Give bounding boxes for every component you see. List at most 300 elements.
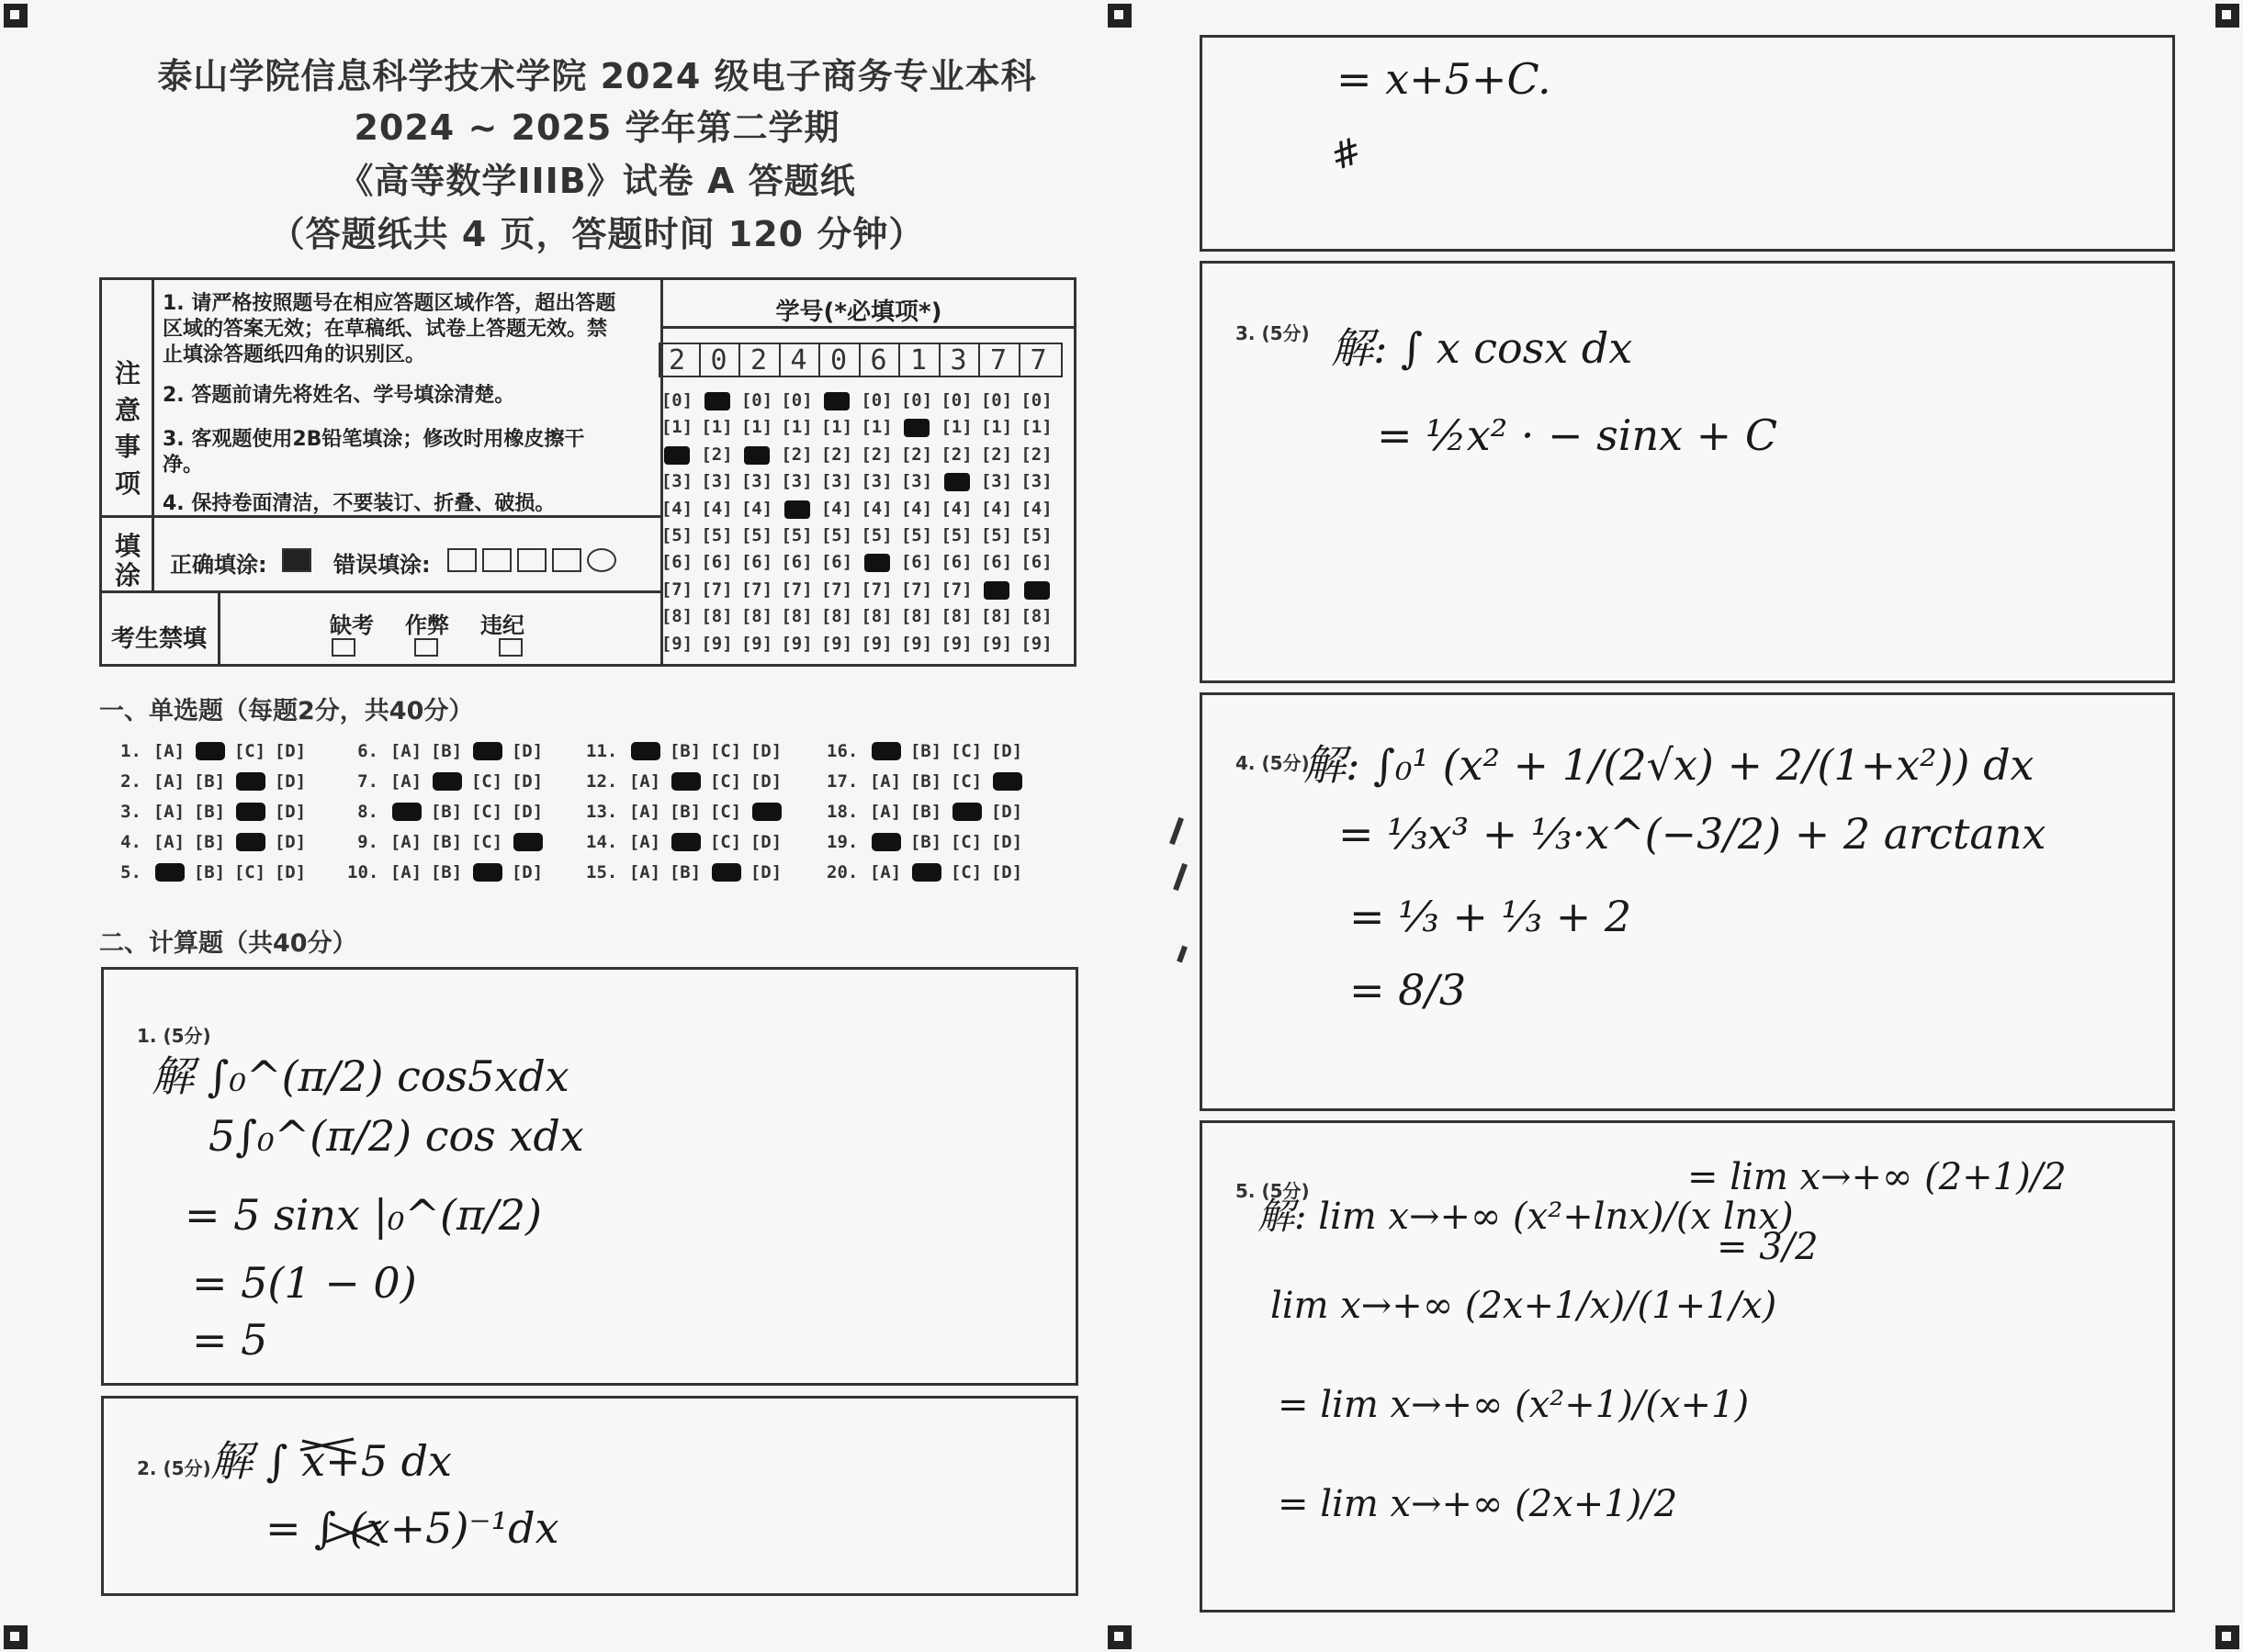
mcq-option-d[interactable]: [D] [990,741,1023,761]
student-id-bubble[interactable]: [7] [781,579,813,600]
student-id-bubble[interactable]: [1] [660,417,693,438]
mcq-option-d[interactable]: [D] [511,741,544,761]
student-id-bubble[interactable]: [7] [861,579,893,600]
student-id-bubble[interactable]: [4] [980,498,1013,519]
student-id-bubble[interactable]: [1] [980,417,1013,438]
student-id-digit: 0 [818,344,857,377]
student-id-bubble[interactable]: [3] [660,471,693,492]
answer-box-2-continuation[interactable] [1200,35,2175,252]
mcq-option-c[interactable] [230,832,270,852]
student-id-bubble[interactable]: [4] [701,498,733,519]
scan-artifact [1177,946,1188,963]
mcq-question [827,771,1027,792]
mcq-option-b[interactable] [665,771,705,792]
student-id-bubble[interactable] [978,579,1015,600]
mcq-option-d[interactable]: [D] [750,862,783,882]
handwritten-line: 解 ∫ x+5 dx [210,1436,452,1486]
handwritten-line: = x+5+C. [1336,54,1551,104]
mcq-option-b[interactable]: [B] [193,802,226,822]
mcq-option-b[interactable]: [B] [909,771,942,792]
mcq-question-number: 10. [347,862,379,882]
forbidden-label: 考生禁填 [111,625,208,653]
mcq-question [586,862,786,882]
section-2-title: 二、计算题（共40分） [99,929,357,958]
question-label: 2. (5分) [137,1457,211,1479]
mcq-question-number: 8. [357,802,378,822]
mcq-option-a[interactable]: [A] [869,802,902,822]
mcq-option-c[interactable]: [C] [709,771,742,792]
mcq-option-c[interactable]: [C] [233,862,266,882]
student-id-bubble[interactable]: [0] [1020,390,1053,410]
mcq-option-d[interactable] [746,802,786,822]
mcq-option-d[interactable]: [D] [274,802,307,822]
mcq-question [827,832,1027,852]
student-id-bubble[interactable]: [8] [1020,606,1053,627]
handwritten-line: = lim x→+∞ (x²+1)/(x+1) [1278,1384,1750,1426]
student-id-bubble[interactable]: [5] [781,525,813,545]
mcq-option-d[interactable]: [D] [750,832,783,852]
mcq-question-number: 13. [586,802,618,822]
student-id-bubble[interactable]: [5] [941,525,973,545]
student-id-bubble[interactable]: [8] [980,606,1013,627]
mcq-option-d[interactable] [986,771,1027,792]
answer-box-1[interactable] [101,967,1078,1386]
mcq-option-c[interactable]: [C] [950,832,983,852]
student-id-bubble[interactable] [659,444,695,465]
student-id-bubble[interactable]: [4] [900,498,933,519]
mcq-option-a[interactable]: [A] [389,741,423,761]
absent-checkbox[interactable] [332,638,355,657]
cheating-label: 作弊 [405,612,449,638]
notice-item: 4. 保持卷面清洁，不要装订、折叠、破损。 [163,492,556,515]
mcq-option-b[interactable]: [B] [909,802,942,822]
handwritten-line: = ⅓x³ + ⅓·x^(−3/2) + 2 arctanx [1338,809,2046,859]
mcq-option-c[interactable] [230,771,270,792]
student-id-bubble[interactable]: [2] [781,444,813,465]
student-id-digit-row [659,343,1063,377]
student-id-digit: 4 [779,344,817,377]
student-id-bubble[interactable]: [6] [781,552,813,573]
handwritten-line: = lim x→+∞ (2x+1)/2 [1278,1483,1678,1525]
mcq-option-b[interactable]: [B] [909,741,942,761]
mcq-question [110,802,310,822]
student-id-bubble[interactable]: [0] [980,390,1013,410]
mcq-option-d[interactable]: [D] [990,862,1023,882]
mcq-option-a[interactable] [386,802,426,822]
student-id-bubble[interactable] [1019,579,1055,600]
student-id-bubble[interactable]: [1] [1020,417,1053,438]
exam-term-line: 2024 ~ 2025 学年第二学期 [354,107,840,148]
student-id-bubble[interactable]: [2] [941,444,973,465]
handwritten-line: = 8/3 [1349,965,1467,1015]
handwritten-line: 解 ∫₀^(π/2) cos5xdx [152,1051,569,1101]
mcq-option-b[interactable] [665,832,705,852]
student-id-bubble[interactable]: [0] [941,390,973,410]
mcq-option-a[interactable]: [A] [389,771,423,792]
student-id-bubble[interactable]: [8] [861,606,893,627]
mcq-question-number: 15. [586,862,618,882]
student-id-bubble[interactable]: [1] [740,417,773,438]
student-id-bubble[interactable]: [2] [861,444,893,465]
student-id-bubble[interactable]: [1] [701,417,733,438]
cheating-checkbox[interactable] [414,638,438,657]
mcq-question [347,771,547,792]
mcq-option-a[interactable]: [A] [152,802,186,822]
handwritten-line: 解: ∫ x cosx dx [1331,323,1633,373]
student-id-bubble[interactable]: [7] [941,579,973,600]
student-id-bubble[interactable]: [8] [781,606,813,627]
handwritten-line: = lim x→+∞ (2+1)/2 [1687,1156,2067,1198]
mcq-question [110,832,310,852]
mcq-option-b[interactable]: [B] [193,771,226,792]
handwritten-line: 解: ∫₀¹ (x² + 1/(2√x) + 2/(1+x²)) dx [1303,740,2034,790]
student-id-bubble[interactable]: [9] [660,633,693,654]
mcq-option-d[interactable]: [D] [750,741,783,761]
student-id-bubble[interactable]: [9] [820,633,853,654]
student-id-bubble[interactable]: [7] [740,579,773,600]
mcq-option-c[interactable] [467,862,507,882]
violation-label: 违纪 [480,612,524,638]
student-id-bubble[interactable]: [3] [1020,471,1053,492]
student-id-bubble[interactable]: [9] [781,633,813,654]
student-id-bubble[interactable]: [3] [861,471,893,492]
student-id-bubble[interactable]: [8] [701,606,733,627]
mcq-option-a[interactable]: [A] [628,771,661,792]
mcq-option-a[interactable]: [A] [869,771,902,792]
student-id-bubble[interactable]: [2] [820,444,853,465]
question-label: 4. (5分) [1235,752,1310,774]
answer-box-3[interactable] [1200,261,2175,683]
mcq-option-d[interactable]: [D] [990,832,1023,852]
mcq-option-c[interactable] [230,802,270,822]
mcq-question-number: 5. [120,862,141,882]
mcq-question-number: 20. [827,862,859,882]
handwritten-line: 解: lim x→+∞ (x²+lnx)/(x lnx) [1257,1196,1794,1238]
student-id-bubble[interactable]: [2] [900,444,933,465]
student-id-bubble[interactable]: [6] [660,552,693,573]
handwritten-line: = ∫ (x+5)⁻¹dx [265,1503,559,1553]
student-id-bubble[interactable]: [9] [900,633,933,654]
student-id-bubble[interactable]: [6] [701,552,733,573]
student-id-digit: 1 [898,344,937,377]
student-id-bubble[interactable]: [0] [861,390,893,410]
mcq-option-b[interactable]: [B] [669,862,702,882]
mcq-option-b[interactable]: [B] [430,832,463,852]
handwritten-mark: # [1324,129,1369,180]
mcq-option-b[interactable]: [B] [430,802,463,822]
mcq-question-number: 6. [357,741,378,761]
mcq-question [586,832,786,852]
mcq-option-d[interactable]: [D] [511,802,544,822]
student-id-bubble[interactable]: [9] [861,633,893,654]
student-id-bubble[interactable]: [3] [701,471,733,492]
registration-mark [2215,1625,2239,1649]
student-id-bubble[interactable]: [8] [820,606,853,627]
student-id-bubble[interactable]: [8] [941,606,973,627]
mcq-option-b[interactable]: [B] [193,832,226,852]
student-id-bubble[interactable]: [9] [980,633,1013,654]
student-id-bubble[interactable]: [9] [740,633,773,654]
student-id-bubble[interactable] [818,390,855,410]
wrong-fill-label: 错误填涂: [333,552,431,578]
student-id-bubble[interactable]: [5] [660,525,693,545]
handwritten-line: = ⅓ + ⅓ + 2 [1349,892,1632,941]
scan-artifact [1173,863,1188,891]
question-label: 1. (5分) [137,1025,211,1047]
mcq-option-a[interactable] [625,741,665,761]
handwritten-line: = ½x² · − sinx + C [1377,410,1778,460]
exam-title-line: 泰山学院信息科学技术学院 2024 级电子商务专业本科 [157,56,1037,96]
mcq-option-d[interactable]: [D] [274,832,307,852]
student-id-bubble[interactable]: [5] [701,525,733,545]
student-id-bubble[interactable]: [3] [980,471,1013,492]
notice-label: 注意事项 [114,358,141,499]
notice-item: 1. 请严格按照题号在相应答题区域作答，超出答题区域的答案无效；在草稿纸、试卷上答题无效。禁止填涂答题纸四角的识别区。 [163,292,616,366]
mcq-option-c[interactable]: [C] [950,741,983,761]
mcq-question-number: 4. [120,832,141,852]
mcq-option-c[interactable]: [C] [233,741,266,761]
mcq-option-c[interactable]: [C] [950,771,983,792]
student-id-title: 学号(*必填项*) [775,298,942,326]
handwritten-line: = 5 [192,1315,268,1365]
student-id-bubble[interactable]: [4] [740,498,773,519]
mcq-question-number: 3. [120,802,141,822]
fill-guide-label: 填涂 [114,532,141,590]
mcq-question-number: 19. [827,832,859,852]
mcq-question-number: 11. [586,741,618,761]
wrong-fill-sample [517,548,547,572]
student-id-bubble[interactable]: [6] [1020,552,1053,573]
mcq-option-a[interactable]: [A] [152,771,186,792]
registration-mark [1108,4,1132,28]
mcq-question [347,862,547,882]
registration-mark [4,4,28,28]
student-id-bubble[interactable] [738,444,775,465]
mcq-option-a[interactable]: [A] [628,862,661,882]
student-id-bubble[interactable]: [0] [900,390,933,410]
mcq-option-c[interactable]: [C] [470,802,503,822]
mcq-question-number: 18. [827,802,859,822]
mcq-option-a[interactable] [865,832,906,852]
student-id-bubble[interactable]: [7] [820,579,853,600]
registration-mark [1108,1625,1132,1649]
student-id-bubble[interactable]: [7] [900,579,933,600]
student-id-bubble[interactable]: [3] [781,471,813,492]
mcq-option-b[interactable] [906,862,946,882]
mcq-option-b[interactable] [426,771,467,792]
student-id-bubble[interactable] [699,390,736,410]
student-id-bubble[interactable]: [5] [900,525,933,545]
mcq-question [827,862,1027,882]
handwritten-line: = 5(1 − 0) [192,1258,417,1308]
mcq-option-c[interactable] [467,741,507,761]
student-id-bubble[interactable]: [0] [781,390,813,410]
mcq-option-b[interactable]: [B] [669,741,702,761]
student-id-bubble[interactable]: [1] [820,417,853,438]
student-id-digit: 3 [939,344,977,377]
mcq-option-a[interactable] [865,741,906,761]
wrong-fill-sample [482,548,512,572]
section-1-title: 一、单选题（每题2分，共40分） [99,697,474,725]
mcq-option-a[interactable]: [A] [628,802,661,822]
student-id-bubble[interactable]: [1] [781,417,813,438]
mcq-question-number: 17. [827,771,859,792]
student-id-bubble[interactable] [779,499,816,519]
mcq-question [110,862,310,882]
student-id-bubble[interactable]: [9] [1020,633,1053,654]
mcq-option-c[interactable]: [C] [470,832,503,852]
mcq-option-c[interactable] [705,862,746,882]
student-id-bubble[interactable]: [0] [660,390,693,410]
answer-box-5[interactable] [1200,1120,2175,1613]
mcq-option-d[interactable]: [D] [274,862,307,882]
student-id-bubble[interactable]: [5] [861,525,893,545]
mcq-option-c[interactable]: [C] [950,862,983,882]
mcq-option-d[interactable] [507,832,547,852]
mcq-option-b[interactable]: [B] [430,741,463,761]
mcq-option-d[interactable]: [D] [750,771,783,792]
mcq-option-b[interactable]: [B] [193,862,226,882]
mcq-option-b[interactable]: [B] [430,862,463,882]
student-id-bubble[interactable]: [3] [740,471,773,492]
mcq-question [110,771,310,792]
mcq-question-number: 1. [120,741,141,761]
student-id-bubble[interactable] [898,417,935,437]
student-id-bubble[interactable]: [9] [701,633,733,654]
mcq-question [827,741,1027,761]
mcq-question-number: 14. [586,832,618,852]
notice-item: 3. 客观题使用2B铅笔填涂；修改时用橡皮擦干净。 [163,428,585,477]
answer-box-4[interactable] [1200,692,2175,1111]
strikethrough-scribble [324,1514,389,1551]
handwritten-line: 5∫₀^(π/2) cos xdx [209,1111,584,1161]
student-id-digit: 7 [1019,344,1057,377]
strikethrough-scribble [299,1432,363,1459]
scan-artifact [1169,817,1184,845]
mcq-option-d[interactable]: [D] [511,862,544,882]
student-id-bubble[interactable]: [9] [941,633,973,654]
mcq-option-c[interactable] [946,802,986,822]
wrong-fill-sample [587,548,616,572]
mcq-option-a[interactable]: [A] [152,741,186,761]
mcq-question [347,802,547,822]
student-id-bubble[interactable]: [4] [941,498,973,519]
mcq-question [586,771,786,792]
student-id-bubble[interactable]: [5] [740,525,773,545]
student-id-bubble[interactable] [939,471,975,491]
student-id-digit: 2 [668,344,686,376]
correct-fill-sample [282,548,311,572]
answer-sheet-header [99,277,1076,667]
question-label: 5. (5分) [1235,1180,1310,1202]
mcq-option-d[interactable]: [D] [274,771,307,792]
mcq-option-b[interactable]: [B] [669,802,702,822]
answer-box-2[interactable] [101,1396,1078,1596]
mcq-question [347,832,547,852]
student-id-bubble[interactable]: [4] [861,498,893,519]
student-id-digit: 2 [738,344,777,377]
student-id-bubble[interactable] [859,552,896,572]
registration-mark [4,1625,28,1649]
mcq-option-a[interactable]: [A] [389,832,423,852]
student-id-bubble[interactable]: [5] [980,525,1013,545]
exam-paper-line: 《高等数学IIIB》试卷 A 答题纸 [338,161,856,201]
student-id-bubble[interactable]: [6] [820,552,853,573]
mcq-option-d[interactable]: [D] [990,802,1023,822]
student-id-bubble[interactable]: [7] [660,579,693,600]
mcq-question-number: 9. [357,832,378,852]
mcq-option-c[interactable]: [C] [709,802,742,822]
student-id-bubble[interactable]: [5] [820,525,853,545]
student-id-bubble[interactable]: [2] [701,444,733,465]
student-id-bubble[interactable]: [4] [1020,498,1053,519]
question-label: 3. (5分) [1235,322,1310,344]
mcq-option-a[interactable] [149,862,189,882]
student-id-bubble[interactable]: [3] [900,471,933,492]
student-id-bubble[interactable]: [0] [740,390,773,410]
student-id-bubble[interactable]: [1] [941,417,973,438]
mcq-option-a[interactable]: [A] [389,862,423,882]
student-id-bubble[interactable]: [6] [980,552,1013,573]
student-id-digit: 7 [978,344,1017,377]
mcq-question [110,741,310,761]
student-id-bubble[interactable]: [1] [861,417,893,438]
student-id-digit: 6 [859,344,897,377]
mcq-question-number: 7. [357,771,378,792]
student-id-bubble[interactable]: [8] [900,606,933,627]
student-id-bubble[interactable]: [2] [980,444,1013,465]
student-id-bubble[interactable]: [6] [941,552,973,573]
absent-label: 缺考 [330,612,374,638]
mcq-option-c[interactable]: [C] [470,771,503,792]
student-id-bubble[interactable]: [3] [820,471,853,492]
correct-fill-label: 正确填涂: [170,552,267,578]
mcq-question [586,741,786,761]
exam-info-line: （答题纸共 4 页，答题时间 120 分钟） [269,214,925,254]
student-id-bubble[interactable]: [6] [740,552,773,573]
handwritten-line: = 5 sinx |₀^(π/2) [185,1190,542,1240]
mcq-question-number: 2. [120,771,141,792]
mcq-option-b[interactable]: [B] [909,832,942,852]
mcq-question-number: 16. [827,741,859,761]
registration-mark [2215,4,2239,28]
student-id-bubble[interactable]: [6] [900,552,933,573]
mcq-option-c[interactable]: [C] [709,832,742,852]
wrong-fill-sample [552,548,581,572]
mcq-option-a[interactable]: [A] [628,832,661,852]
handwritten-line: lim x→+∞ (2x+1/x)/(1+1/x) [1270,1285,1777,1327]
mcq-option-b[interactable] [189,741,230,761]
mcq-option-d[interactable]: [D] [511,771,544,792]
mcq-question-number: 12. [586,771,618,792]
wrong-fill-sample [447,548,477,572]
student-id-bubble[interactable]: [8] [660,606,693,627]
student-id-bubble[interactable]: [4] [820,498,853,519]
mcq-option-a[interactable]: [A] [152,832,186,852]
student-id-bubble[interactable]: [8] [740,606,773,627]
violation-checkbox[interactable] [499,638,523,657]
mcq-option-c[interactable]: [C] [709,741,742,761]
notice-item: 2. 答题前请先将姓名、学号填涂清楚。 [163,384,515,407]
student-id-bubble[interactable]: [4] [660,498,693,519]
student-id-bubble[interactable]: [5] [1020,525,1053,545]
mcq-option-a[interactable]: [A] [869,862,902,882]
mcq-question [827,802,1027,822]
mcq-option-d[interactable]: [D] [274,741,307,761]
student-id-bubble[interactable]: [2] [1020,444,1053,465]
student-id-bubble[interactable]: [7] [701,579,733,600]
handwritten-line: = 3/2 [1717,1226,1819,1268]
